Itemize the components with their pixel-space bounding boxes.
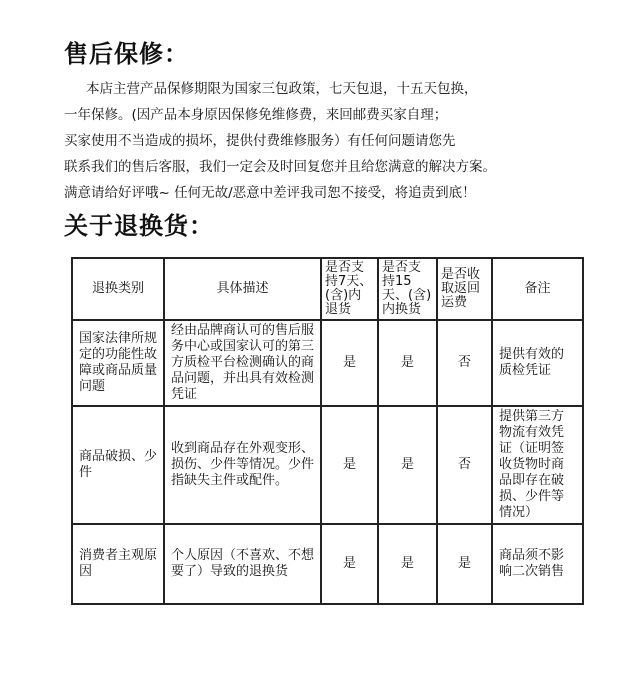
cell-exchange-15: 是 <box>378 406 437 524</box>
cell-shipping-fee: 是 <box>437 524 492 604</box>
cell-note: 商品须不影响二次销售 <box>492 524 583 604</box>
table-row <box>72 524 583 604</box>
col-header-exchange-15-days: 是否支持15天、(含)内换货 <box>378 258 437 320</box>
warranty-line: 联系我们的售后客服，我们一定会及时回复您并且给您满意的解决方案。 <box>64 159 496 175</box>
cell-return-7: 是 <box>321 524 378 604</box>
cell-return-7: 是 <box>321 320 378 406</box>
cell-return-7: 是 <box>321 406 378 524</box>
warranty-line: 满意请给好评哦~ 任何无故/恶意中差评我司恕不接受，将追责到底！ <box>64 185 476 201</box>
warranty-line: 买家使用不当造成的损坏，提供付费维修服务）有任何问题请您先 <box>64 133 456 149</box>
warranty-heading: 售后保修： <box>64 40 189 68</box>
cell-category: 消费者主观原因 <box>72 524 164 604</box>
col-header-return-shipping-fee: 是否收取返回运费 <box>437 258 492 320</box>
warranty-line: 本店主营产品保修期限为国家三包政策，七天包退，十五天包换， <box>86 81 478 97</box>
table-row <box>72 406 583 524</box>
warranty-paragraph <box>64 76 606 206</box>
table-header-row <box>72 258 583 320</box>
returns-heading: 关于退换货： <box>64 212 214 240</box>
cell-exchange-15: 是 <box>378 524 437 604</box>
cell-description: 收到商品存在外观变形、损伤、少件等情况。少件指缺失主件或配件。 <box>164 406 321 524</box>
cell-category: 国家法律所规定的功能性故障或商品质量问题 <box>72 320 164 406</box>
returns-table <box>71 257 584 605</box>
cell-category: 商品破损、少件 <box>72 406 164 524</box>
cell-note: 提供第三方物流有效凭证（证明签收货物时商品即存在破损、少件等情况） <box>492 406 583 524</box>
warranty-line: 一年保修。(因产品本身原因保修免维修费，来回邮费买家自理； <box>64 107 448 123</box>
table-row <box>72 320 583 406</box>
cell-shipping-fee: 否 <box>437 406 492 524</box>
cell-description: 经由品牌商认可的售后服务中心或国家认可的第三方质检平台检测确认的商品问题，并出具有效检测凭证 <box>164 320 321 406</box>
col-header-category: 退换类别 <box>72 258 164 320</box>
cell-shipping-fee: 否 <box>437 320 492 406</box>
col-header-return-7-days: 是否支持7天、(含)内退货 <box>321 258 378 320</box>
col-header-description: 具体描述 <box>164 258 321 320</box>
cell-description: 个人原因（不喜欢、不想要了）导致的退换货 <box>164 524 321 604</box>
cell-note: 提供有效的质检凭证 <box>492 320 583 406</box>
col-header-note: 备注 <box>492 258 583 320</box>
cell-exchange-15: 是 <box>378 320 437 406</box>
